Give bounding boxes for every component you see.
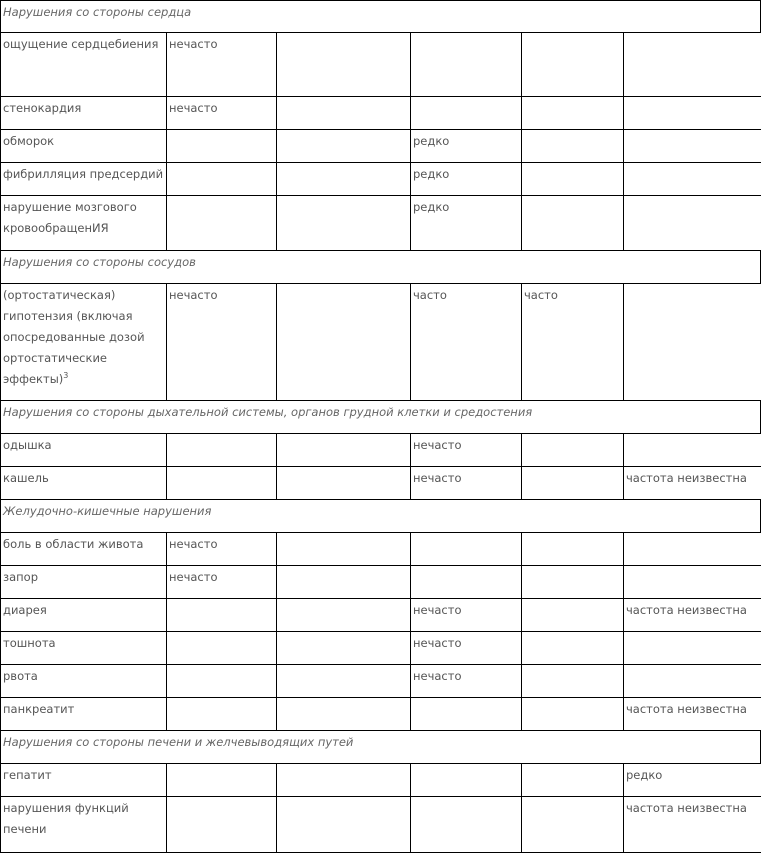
frequency-cell (521, 631, 624, 665)
frequency-cell (166, 631, 277, 665)
frequency-cell: часто (410, 283, 522, 401)
frequency-cell (166, 598, 277, 632)
frequency-cell (166, 433, 277, 467)
row-label (0, 283, 167, 401)
frequency-cell (410, 763, 522, 797)
row-label (0, 162, 167, 196)
row-label (0, 195, 167, 251)
frequency-cell (166, 664, 277, 698)
frequency-cell: частота неизвестна (623, 796, 761, 853)
frequency-cell (521, 697, 624, 731)
row-label-text: кашель (3, 471, 49, 485)
row-label-text: диарея (3, 603, 47, 617)
frequency-cell (410, 796, 522, 853)
frequency-cell (623, 96, 761, 130)
frequency-cell: нечасто (166, 565, 277, 599)
frequency-cell (623, 433, 761, 467)
frequency-cell (623, 532, 761, 566)
row-label-text: обморок (3, 134, 55, 148)
row-label (0, 664, 167, 698)
row-label-text: боль в области живота (3, 537, 144, 551)
row-label-text: запор (3, 570, 39, 584)
row-label (0, 796, 167, 853)
frequency-cell (521, 96, 624, 130)
frequency-cell (521, 796, 624, 853)
row-label (0, 433, 167, 467)
frequency-cell (276, 162, 411, 196)
row-label (0, 763, 167, 797)
frequency-cell (166, 195, 277, 251)
frequency-cell (166, 763, 277, 797)
frequency-cell: нечасто (166, 532, 277, 566)
row-label-text: ощущение сердцебиения (3, 37, 159, 51)
row-label-text: стенокардия (3, 101, 82, 115)
frequency-cell (276, 763, 411, 797)
row-label-text: нарушение мозгового кровообращенИЯ (3, 200, 137, 235)
frequency-cell: редко (410, 162, 522, 196)
frequency-cell: нечасто (166, 32, 277, 97)
frequency-cell (276, 32, 411, 97)
frequency-cell (276, 631, 411, 665)
frequency-cell: частота неизвестна (623, 598, 761, 632)
row-label (0, 129, 167, 163)
frequency-cell (166, 796, 277, 853)
frequency-cell (521, 433, 624, 467)
frequency-cell (410, 96, 522, 130)
frequency-cell: нечасто (166, 96, 277, 130)
section-header: Желудочно-кишечные нарушения (0, 499, 761, 533)
frequency-cell (623, 283, 761, 401)
section-header: Нарушения со стороны дыхательной системы, органов грудной клетки и средостения (0, 400, 761, 434)
frequency-cell (276, 129, 411, 163)
frequency-cell: частота неизвестна (623, 466, 761, 500)
frequency-cell (410, 697, 522, 731)
row-label (0, 96, 167, 130)
frequency-cell (276, 195, 411, 251)
frequency-cell (276, 565, 411, 599)
frequency-cell (410, 32, 522, 97)
frequency-cell (276, 96, 411, 130)
frequency-cell: редко (410, 129, 522, 163)
footnote-marker: 3 (63, 371, 69, 381)
row-label-text: гепатит (3, 768, 52, 782)
section-header: Нарушения со стороны сердца (0, 0, 761, 33)
frequency-cell: нечасто (410, 664, 522, 698)
frequency-cell: нечасто (410, 631, 522, 665)
frequency-cell (521, 763, 624, 797)
frequency-cell (276, 532, 411, 566)
row-label-text: рвота (3, 669, 38, 683)
frequency-cell (276, 433, 411, 467)
frequency-cell (623, 664, 761, 698)
frequency-cell: часто (521, 283, 624, 401)
frequency-cell (166, 466, 277, 500)
frequency-cell (521, 664, 624, 698)
frequency-cell (623, 631, 761, 665)
frequency-cell: нечасто (410, 466, 522, 500)
row-label-text: тошнота (3, 636, 56, 650)
row-label (0, 32, 167, 97)
frequency-cell (521, 195, 624, 251)
frequency-cell (410, 532, 522, 566)
row-label (0, 565, 167, 599)
frequency-cell (521, 466, 624, 500)
frequency-cell (410, 565, 522, 599)
frequency-cell (521, 598, 624, 632)
section-header: Нарушения со стороны сосудов (0, 250, 761, 284)
frequency-cell (276, 283, 411, 401)
row-label-text: (ортостатическая) гипотензия (включая опосредованные дозой ортостатические эффекты) (3, 288, 145, 386)
frequency-cell: нечасто (410, 598, 522, 632)
frequency-cell (623, 195, 761, 251)
frequency-cell (166, 129, 277, 163)
section-header: Нарушения со стороны печени и желчевыводящих путей (0, 730, 761, 764)
frequency-cell (276, 664, 411, 698)
frequency-cell (276, 796, 411, 853)
frequency-cell (521, 32, 624, 97)
frequency-cell: нечасто (166, 283, 277, 401)
frequency-cell (521, 162, 624, 196)
frequency-cell: редко (410, 195, 522, 251)
frequency-cell (276, 697, 411, 731)
frequency-cell (166, 697, 277, 731)
row-label-text: одышка (3, 438, 52, 452)
frequency-cell: нечасто (410, 433, 522, 467)
row-label (0, 631, 167, 665)
frequency-cell (521, 129, 624, 163)
frequency-cell: частота неизвестна (623, 697, 761, 731)
frequency-cell (623, 129, 761, 163)
frequency-cell (521, 532, 624, 566)
frequency-cell (623, 32, 761, 97)
row-label (0, 532, 167, 566)
frequency-cell (276, 598, 411, 632)
frequency-cell: редко (623, 763, 761, 797)
frequency-cell (276, 466, 411, 500)
frequency-cell (166, 162, 277, 196)
row-label-text: нарушения функций печени (3, 801, 129, 836)
frequency-cell (521, 565, 624, 599)
row-label-text: фибрилляция предсердий (3, 167, 164, 181)
frequency-cell (623, 565, 761, 599)
row-label (0, 598, 167, 632)
row-label-text: панкреатит (3, 702, 75, 716)
frequency-cell (623, 162, 761, 196)
row-label (0, 697, 167, 731)
row-label (0, 466, 167, 500)
